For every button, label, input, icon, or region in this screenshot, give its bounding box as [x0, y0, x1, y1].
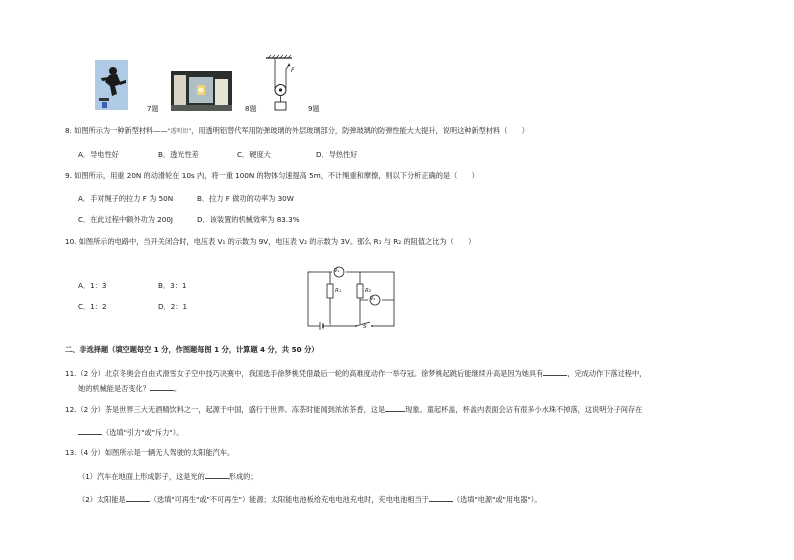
- question-10-option-b: B．3：1: [158, 281, 187, 290]
- figure-7-label: 7题: [147, 105, 159, 113]
- question-9-option-d: D．该装置的机械效率为 83.3%: [197, 215, 300, 224]
- circuit-r1-label: R₁: [335, 288, 342, 294]
- question-10-option-d: D．2：1: [158, 302, 188, 311]
- answer-blank[interactable]: [205, 471, 229, 479]
- quoted-term: "透明铝": [167, 128, 192, 135]
- figure-8-material-photo: [171, 71, 232, 111]
- question-13-sub-2: （2）太阳能是 （选填"可再生"或"不可再生"）能源；太阳能电池板给充电电池充电时，充电电池相当于 （选填"电源"或"用电器"）。: [78, 495, 542, 504]
- question-9-option-b: B．拉力 F 做功的功率为 30W: [197, 194, 294, 203]
- question-13-stem: 13.（4 分）如图所示是一辆无人驾驶的太阳能汽车。: [65, 448, 235, 457]
- answer-blank[interactable]: [429, 494, 453, 502]
- figure-8-label: 8题: [245, 105, 257, 113]
- answer-blank[interactable]: [126, 494, 150, 502]
- pulley-force-label: F: [291, 67, 295, 74]
- circuit-v1-label: V₁: [334, 268, 340, 274]
- section-2-title: 二、非选择题（填空题每空 1 分，作图题每图 1 分，计算题 4 分，共 50 分）: [65, 345, 319, 354]
- question-10-option-c: C．1：2: [78, 302, 107, 311]
- figure-9-pulley-diagram: [262, 55, 302, 115]
- question-8-option-b: B．透光性差: [158, 150, 199, 159]
- question-11-line-1: 11.（2 分）北京冬奥会自由式滑雪女子空中技巧决赛中，我国选手徐梦桃凭借最后一轮的高难度动作一举夺冠。徐梦桃起跳后能继续升高是因为她具有 ，完成动作下落过程中，: [65, 369, 647, 378]
- answer-blank[interactable]: [543, 368, 567, 376]
- question-8-option-a: A．导电性好: [78, 150, 119, 159]
- figure-7-skier-photo: [95, 60, 128, 110]
- answer-blank[interactable]: [78, 427, 102, 435]
- question-8-option-c: C．硬度大: [237, 150, 271, 159]
- figure-9-label: 9题: [308, 105, 320, 113]
- question-10-stem: 10. 如图所示的电路中，当开关闭合时，电压表 V₁ 的示数为 9V，电压表 V₂ 的示数为 3V。那么 R₁ 与 R₂ 的阻值之比为（ ）: [65, 237, 476, 246]
- answer-blank[interactable]: [150, 383, 174, 391]
- question-8-option-d: D．导热性好: [316, 150, 358, 159]
- answer-blank[interactable]: [385, 404, 405, 412]
- material-scene-icon: [171, 71, 232, 111]
- question-11-line-2: 她的机械能是否变化？ 。: [78, 384, 182, 393]
- skier-silhouette-icon: [95, 60, 128, 110]
- circuit-r2-label: R₂: [365, 288, 372, 294]
- question-12-line-2: （选填"引力"或"斥力"）。: [78, 427, 184, 438]
- question-9-option-c: C．在此过程中额外功为 200J: [78, 215, 174, 224]
- question-10-circuit-diagram: [306, 268, 406, 330]
- circuit-switch-label: S: [363, 324, 367, 330]
- question-9-stem: 9. 如图所示，用重 20N 的动滑轮在 10s 内，将一重 100N 的物体匀速提高 5m，不计绳重和摩擦，则以下分析正确的是（ ）: [65, 171, 479, 180]
- question-10-option-a: A．1：3: [78, 281, 107, 290]
- question-8-stem: 8. 如图所示为一种新型材料——"透明铝"，用透明铝替代军用防弹玻璃的外层玻璃部分，防弹玻璃的防弹性能大大提升，说明这种新型材料（ ）: [65, 126, 529, 135]
- question-9-option-a: A．手对绳子的拉力 F 为 50N: [78, 194, 174, 203]
- circuit-v2-label: V₂: [370, 296, 376, 302]
- question-12-line-1: 12.（2 分）茶是世界三大无酒精饮料之一，起源于中国，盛行于世界。冻茶时能闻到浓浓茶香，这是 现象。童起杯盖，杯盖内表面会沾有很多小水珠不掉落，这说明分子间存在: [65, 405, 643, 414]
- question-13-sub-1: （1）汽车在地面上形成影子，这是光的 形成的；: [78, 472, 258, 481]
